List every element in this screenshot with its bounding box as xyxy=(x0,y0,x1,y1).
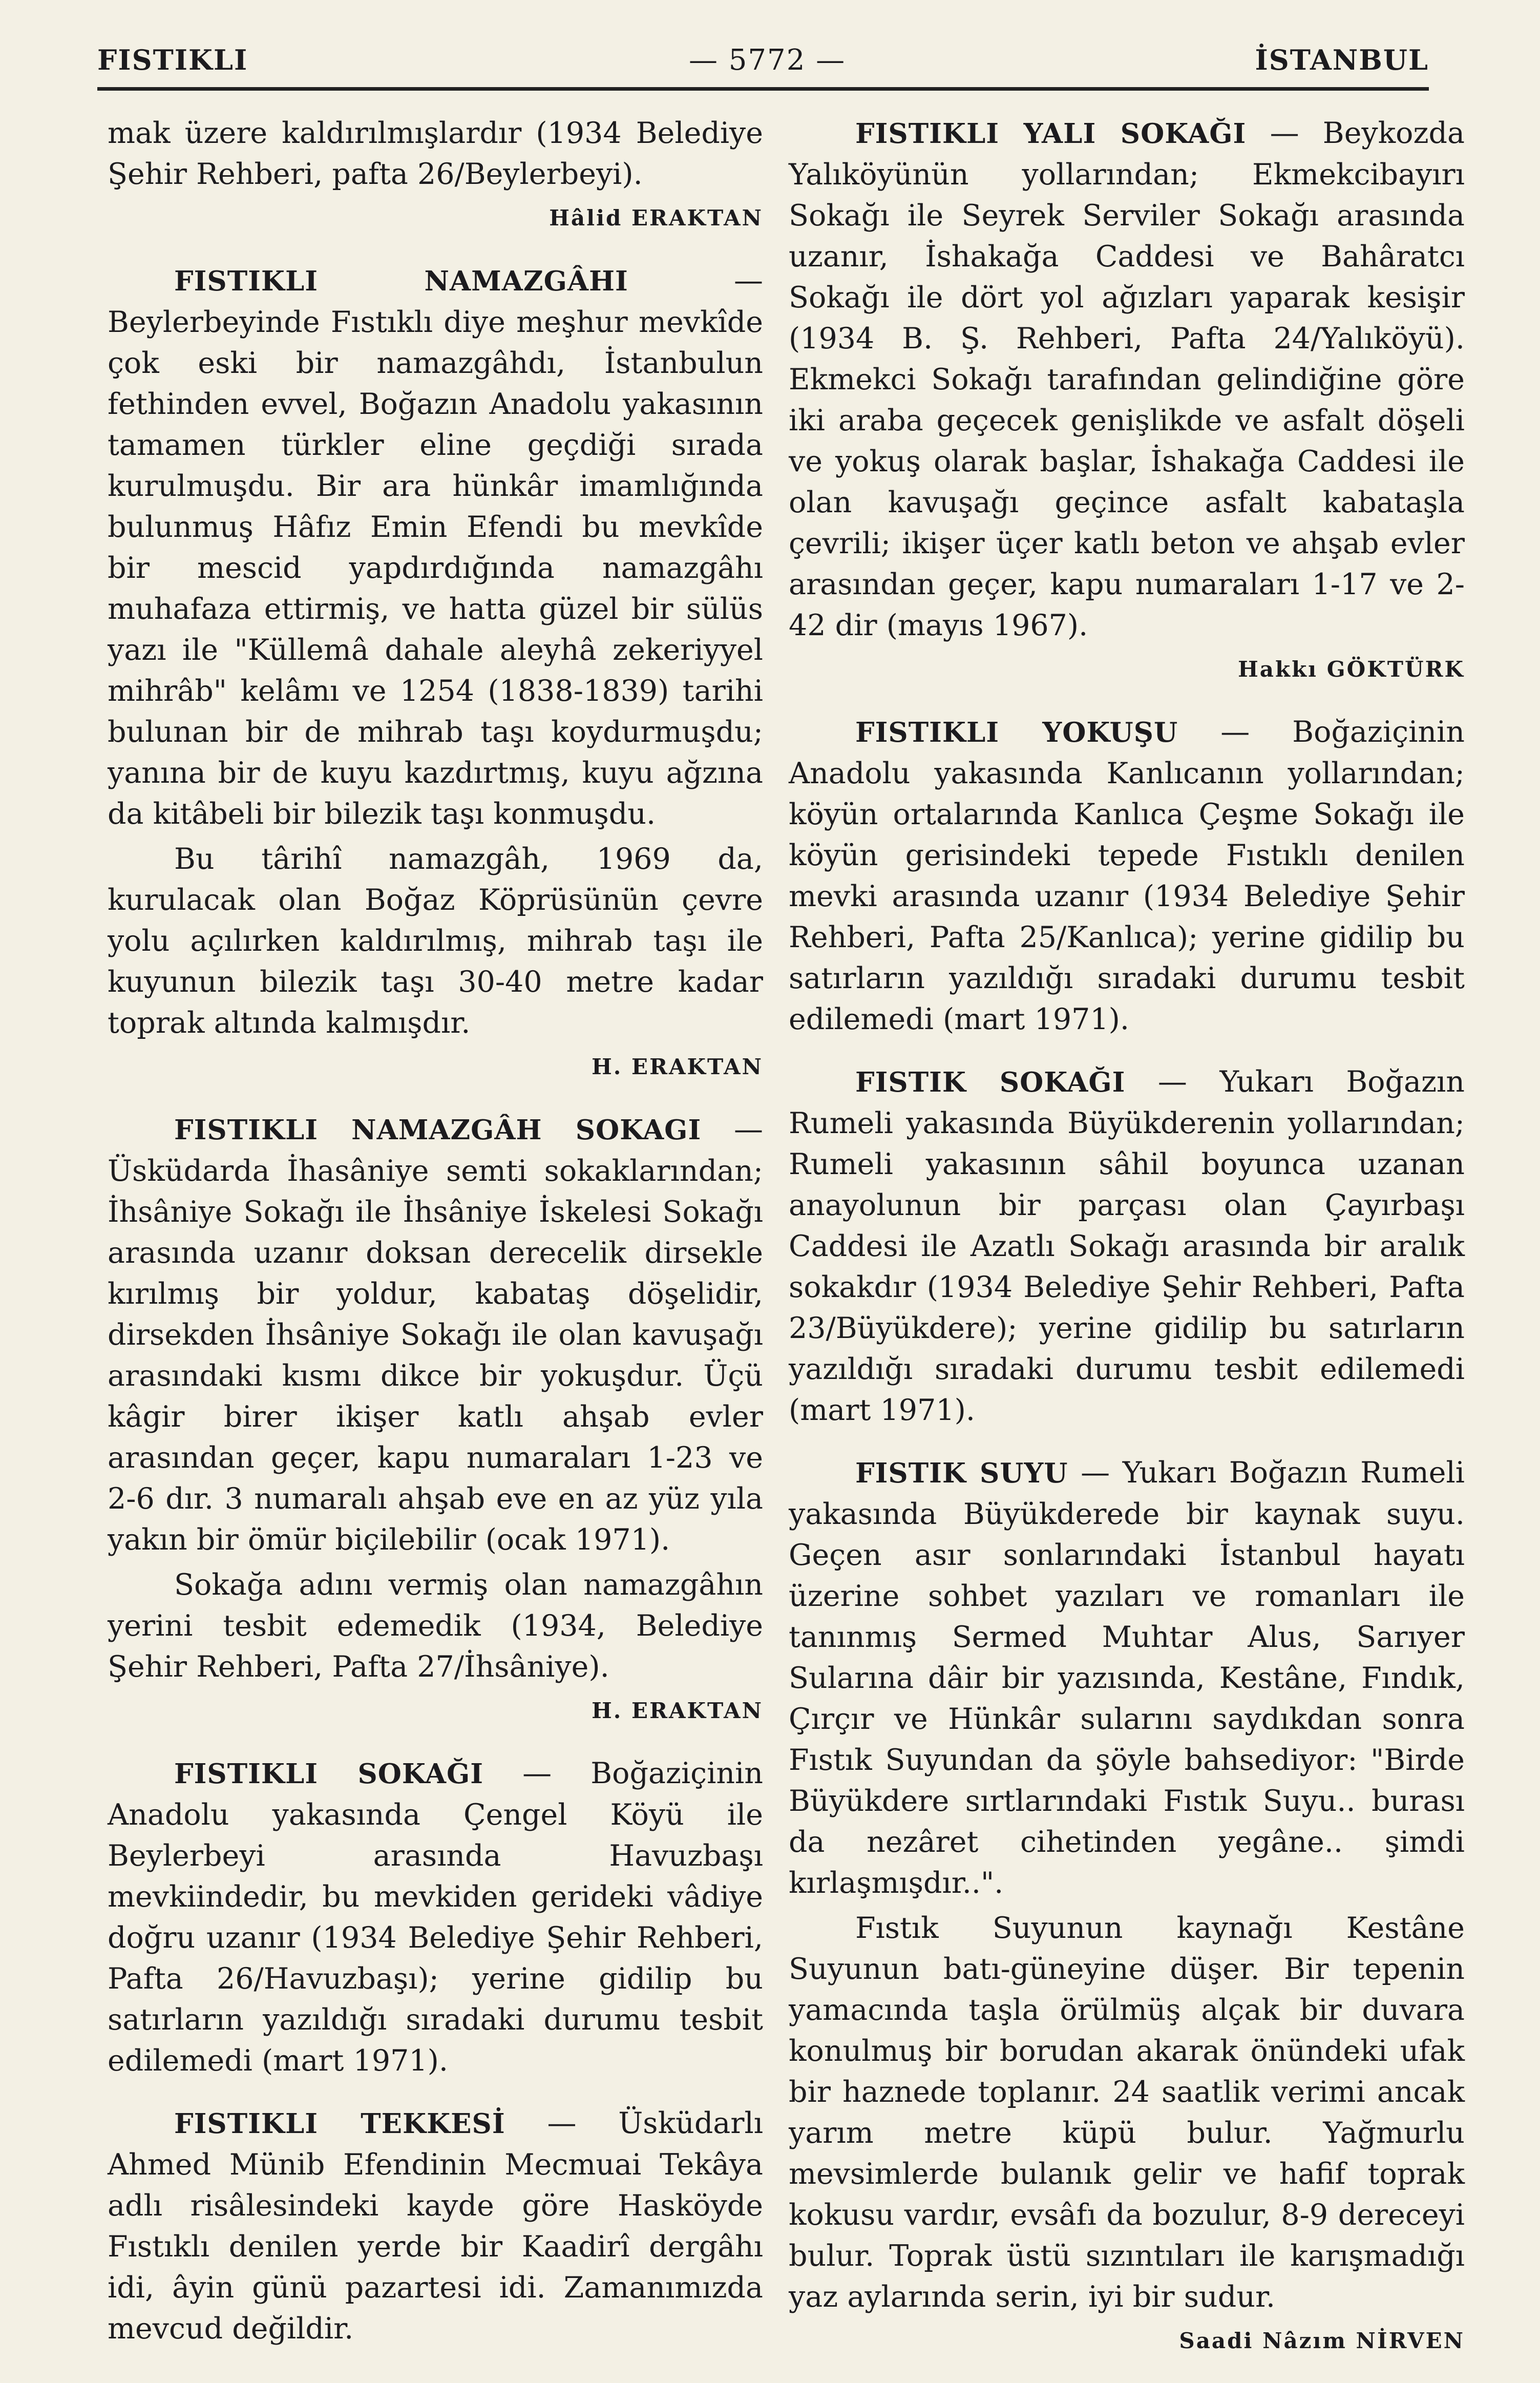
entry-title: FISTIKLI TEKKESİ xyxy=(174,2108,505,2140)
entry-fistik-sokagi xyxy=(789,1061,1465,1431)
running-head-right: İSTANBUL xyxy=(1255,44,1429,76)
entry-author: Hâlid ERAKTAN xyxy=(549,205,763,231)
entry-text: — Beykozda Yalıköyünün yollarından; Ekmekcibayırı Sokağı ile Seyrek Serviler Sokağı arasında uzanır, İshakağa Caddesi ve Bahâratcı Sokağı ile dört yol ağızları yaparak kesişir (1934 B. Ş. Rehberi, Pafta 24/Yalıköyü). Ekmekci Sokağı tarafından gelindiğine göre iki araba geçecek genişlikde ve asfalt döşeli ve yokuş olarak başlar, İshakağa Caddesi ile olan kavuşağı geçince asfalt kabataşla çevrili; ikişer üçer katlı beton ve ahşab evler arasından geçer, kapu numaraları 1-17 ve 2-42 dir (mayıs 1967). xyxy=(789,116,1465,642)
entry-author: Hakkı GÖKTÜRK xyxy=(1238,657,1465,682)
entry-title: FISTIKLI SOKAĞI xyxy=(174,1758,484,1790)
entry-lead-paragraph xyxy=(789,1061,1465,1431)
entry-title: FISTIKLI NAMAZGÂH SOKAGI xyxy=(174,1114,702,1146)
entry-fistikli-sokagi xyxy=(108,1753,763,2081)
entry-fistikli-namazgahi xyxy=(108,260,763,1088)
entry-lead-paragraph xyxy=(108,1753,763,2081)
entry-text: — Boğaziçinin Anadolu yakasında Kanlıcanın yollarından; köyün ortalarında Kanlıca Çeşme Sokağı ile köyün gerisindeki tepede Fıstıklı denilen mevki arasında uzanır (1934 Belediye Şehir Rehberi, Pafta 25/Kanlıca); yerine gidilip bu satırların yazıldığı sıradaki durumu tesbit edilemedi (mart 1971). xyxy=(789,715,1465,1036)
entry-title: FISTIK SOKAĞI xyxy=(855,1067,1126,1098)
entry-text: — Beylerbeyinde Fıstıklı diye meşhur mevkîde çok eski bir namazgâhdı, İstanbulun fethinden evvel, Boğazın Anadolu yakasının tamamen türkler eline geçdiği sırada kurulmuşdu. Bir ara hünkâr imamlığında bulunmuş Hâfız Emin Efendi bu mevkîde bir mescid yapdırdığında namazgâhı muhafaza ettirmiş, ve hatta güzel bir sülüs yazı ile "Küllemâ dahale aleyhâ zekeriyyel mihrâb" kelâmı ve 1254 (1838-1839) tarihi bulunan bir de mihrab taşı koydurmuşdu; yanına bir de kuyu kazdırtmış, kuyu ağzına da kitâbeli bir bilezik taşı konmuşdu. xyxy=(108,264,764,831)
entry-fistikli-namazgah-sokagi xyxy=(108,1109,763,1731)
entry-paragraph: Bu târihî namazgâh, 1969 da, kurulacak olan Boğaz Köprüsünün çevre yolu açılırken kaldırılmış, mihrab taşı ile kuyunun bilezik taşı 30-40 metre kadar toprak altında kalmışdır. xyxy=(108,842,763,1040)
entry-lead-paragraph xyxy=(789,1452,1465,1904)
entry-text: — Yukarı Boğazın Rumeli yakasında Büyükderede bir kaynak suyu. Geçen asır sonlarındaki İstanbul hayatı üzerine sohbet yazıları ve romanları ile tanınmış Sermed Muhtar Alus, Sarıyer Sularına dâir bir yazısında, Kestâne, Fındık, Çırçır ve Hünkâr sularını saydıkdan sonra Fıstık Suyundan da şöyle bahsediyor: "Birde Büyükdere sırtlarındaki Fıstık Suyu.. burası da nezâret cihetinden yegâne.. şimdi kırlaşmışdır..". xyxy=(789,1456,1465,1900)
entry-continuation xyxy=(108,113,763,239)
entry-author: Saadi Nâzım NİRVEN xyxy=(1179,2328,1465,2353)
entry-title: FISTIKLI YOKUŞU xyxy=(855,717,1178,748)
entry-lead-paragraph xyxy=(108,2103,763,2349)
entry-lead-paragraph xyxy=(789,113,1465,646)
entry-fistikli-yokusu xyxy=(789,712,1465,1040)
entry-lead-paragraph xyxy=(108,260,763,834)
entry-text: — Yukarı Boğazın Rumeli yakasında Büyükderenin yollarından; Rumeli yakasının sâhil boyunca uzanan anayolunun bir parçası olan Çayırbaşı Caddesi ile Azatlı Sokağı arasında bir aralık sokakdır (1934 Belediye Şehir Rehberi, Pafta 23/Büyükdere); yerine gidilip bu satırların yazıldığı sıradaki durumu tesbit edilemedi (mart 1971). xyxy=(789,1065,1465,1427)
header-rule xyxy=(97,87,1429,91)
entry-fistikli-tekkesi xyxy=(108,2103,763,2349)
entry-title: FISTIKLI YALI SOKAĞI xyxy=(855,118,1247,150)
entry-text: — Üsküdarda İhasâniye semti sokaklarından; İhsâniye Sokağı ile İhsâniye İskelesi Sokağı arasında uzanır doksan derecelik dirsekle kırılmış bir yoldur, kabataş döşelidir, dirsekden İhsâniye Sokağı ile olan kavuşağı arasındaki kısmı dikce bir yokuşdur. Üçü kâgir birer ikişer katlı ahşab evler arasından geçer, kapu numaraları 1-23 ve 2-6 dır. 3 numaralı ahşab eve en az yüz yıla yakın bir ömür biçilebilir (ocak 1971). xyxy=(108,1113,763,1557)
entry-text: — Üsküdarlı Ahmed Münib Efendinin Mecmuai Tekâya adlı risâlesindeki kayde göre Hasköyde Fıstıklı denilen yerde bir Kaadirî dergâhı idi, âyin günü pazartesi idi. Zamanımızda mevcud değildir. xyxy=(108,2106,763,2346)
left-column xyxy=(108,113,763,2371)
entry-text: mak üzere kaldırılmışlardır (1934 Belediye Şehir Rehberi, pafta 26/Beylerbeyi). xyxy=(108,116,763,191)
entry-text: — Boğaziçinin Anadolu yakasında Çengel Köyü ile Beylerbeyi arasında Havuzbaşı mevkiindedir, bu mevkiden gerideki vâdiye doğru uzanır (1934 Belediye Şehir Rehberi, Pafta 26/Havuzbaşı); yerine gidilip bu satırların yazıldığı sıradaki durumu tesbit edilemedi (mart 1971). xyxy=(108,1757,763,2078)
page-number: — 5772 — xyxy=(689,44,846,77)
right-column xyxy=(789,113,1465,2383)
entry-lead-paragraph xyxy=(108,1109,763,1560)
page-header xyxy=(97,15,1429,92)
entry-author: H. ERAKTAN xyxy=(592,1698,763,1723)
entry-fistik-suyu xyxy=(789,1452,1465,2361)
entry-paragraph: Sokağa adını vermiş olan namazgâhın yerini tesbit edemedik (1934, Belediye Şehir Rehberi, Pafta 27/İhsâniye). xyxy=(108,1568,763,1684)
entry-title: FISTIK SUYU xyxy=(855,1457,1068,1489)
entry-fistikli-yali-sokagi xyxy=(789,113,1465,690)
entry-author: H. ERAKTAN xyxy=(592,1054,763,1079)
entry-title: FISTIKLI NAMAZGÂHI xyxy=(174,265,628,297)
entry-paragraph: Fıstık Suyunun kaynağı Kestâne Suyunun batı-güneyine düşer. Bir tepenin yamacında taşla örülmüş alçak bir duvara konulmuş bir borudan akarak önündeki ufak bir haznede toplanır. 24 saatlik verimi ancak yarım metre küpü bulur. Yağmurlu mevsimlerde bulanık gelir ve hafif toprak kokusu vardır, evsâfı da bozulur, 8-9 dereceyi bulur. Toprak üstü sızıntıları ile karışmadığı yaz aylarında serin, iyi bir sudur. xyxy=(789,1911,1465,2314)
entry-lead-paragraph xyxy=(789,712,1465,1040)
running-head-left: FISTIKLI xyxy=(97,44,248,76)
